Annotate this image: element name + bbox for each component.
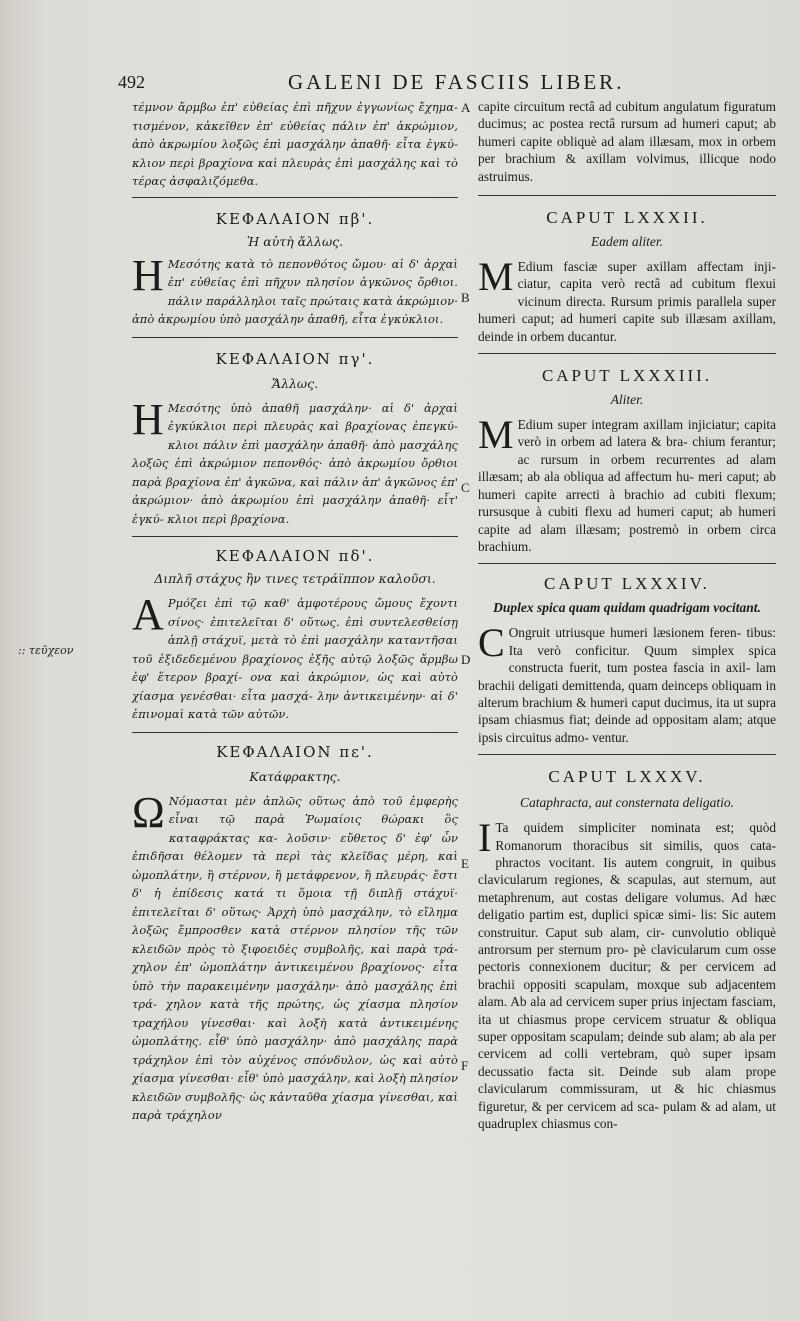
latin-section (478, 366, 776, 555)
section-text: Α Ρμόζει ἐπὶ τῷ καθ' ἀμφοτέρους ὤμους ἔχοντι σίνος· ἐπιτελεῖται δ' οὕτως. ἐπὶ συντελεσθείσῃ ἁπλῇ στάχυϊ, μετὰ τὸ ἐπὶ μασχάλην καταντῆσαι τοῦ ἐξιδεδεμένου βραχίονος ἑξῆς αὐτῷ λοξῶς ἄρμβω ἐφ' ἕτερον βραχί- ονα καὶ ἀκρώμιον, ὡς καὶ αὐτὸ χίασμα γενέσθαι· εἶτα μασχά- λην ἀντικειμένην· αἱ δ' ἐπινομαὶ κατὰ τῶν αὐτῶν. (132, 590, 458, 721)
greek-section (132, 210, 458, 329)
section-rule (478, 754, 776, 755)
section-rule (132, 337, 458, 338)
section-subtitle: Διπλῆ στάχυς ἣν τινες τετράϊππον καλοῦσι. (154, 571, 436, 586)
margin-letter-c: C (461, 480, 470, 495)
section-text: Η Μεσότης κατὰ τὸ πεπονθότος ὤμου· αἱ δ' ἀρχαὶ ἐπ' εὐθείας ἐπὶ πῆχυν πλησίον ἀγκῶνος ὄρθιοι. πάλιν παράλληλοι ταῖς πρώταις κατὰ ἀκρώμιον· ἀπὸ ἀκρωμίου ὑπὸ μασχάλην ἀπαθῆ, εἶτα ἐγκύκλιοι. (132, 250, 458, 326)
section-heading: ΚΕΦΑΛΑΙΟΝ πε'. (216, 742, 374, 761)
section-text: M Edium super integram axillam injiciatur; capita verò in orbem ad latera & bra- chium ferantur; ac rursum in orbem recurrentes ad alam illæsam; ab ala obliqua ad affectum hu- meri caput; ab humeri capite arrecti à brachio ad cubiti flexum; rursusque à cubiti flexu ad humeri caput; ab humeri capite ad alam illæsam; postremò in orbem circa brachium. (478, 412, 776, 554)
section-subtitle: Eadem aliter. (591, 234, 663, 250)
section-rule (478, 563, 776, 564)
section-text: I Ta quidem simpliciter nominata est; quòd Romanorum thoracibus sit similis, quos cata- phractos vocitant. Iis autem congruit, in quibus clavicularum regiones, & scapulas, aut sternum, aut metaphrenum, aut costas deligare volumus. Ad hæc deligatio partim est, duplici spicæ simi- lis: Sic autem construitur. Caput sub alam, cir- cunvolutio obliquè antrorsum per sternum pro- pè clavicularum cum osse pectoris connexionem ducitur; & per cervicem ad brachii oppositi scapulam, moxque sub adjacentem alam. Ab ala ad cervicem super prius injectam fasciam, ita ut chiasmus prope cervicem struatur & obliqua super oppositam scapulam; deinde sub alam; ab ala per cervicem ad colli vertebram, quò super ipsam decussatio facta sit. Deinde sub alam prope clavicularum commissuram, ut & hic chiasmus figuretur, & per cervicem ad sca- pulam & ad alam, ut quadruplex chiasmus con- (478, 815, 776, 1132)
latin-intro-text: capite circuitum rectâ ad cubitum angulatum figuratum ducimus; ac postea rectâ rursum ad humeri caput; ab humeri capite obliquè ad alam illæsam, mox in orbem per brachium & axillam volvimus, illicque nodo astruimus. (478, 99, 776, 184)
section-text: C Ongruit utriusque humeri læsionem feren- tibus: Ita verò conficitur. Quum simplex spica constructa fuerit, tum postea fascia in axil- lam brachii deligati demittenda, quam deinceps obliquam in alterum brachium & humeri caput ducimus, ita ut supra ipsam chiasmus fiat; deinde ad oppositam alam; atque ipsis circuitus admo- ventur. (478, 620, 776, 745)
drop-cap: Α (132, 590, 164, 639)
section-heading: ΚΕΦΑΛΑΙΟΝ πγ'. (215, 349, 375, 368)
section-rule (478, 195, 776, 196)
margin-letter-a: A (461, 100, 471, 115)
section-heading: CAPUT LXXXV. (548, 767, 706, 787)
running-head (118, 70, 778, 96)
section-rule (132, 197, 458, 198)
section-heading: ΚΕΦΑΛΑΙΟΝ πδ'. (215, 547, 375, 565)
page-number: 492 (118, 72, 145, 92)
margin-letter-d: D (461, 652, 471, 667)
latin-column (478, 98, 776, 1132)
section-text: Η Μεσότης ὑπὸ ἀπαθῆ μασχάλην· αἱ δ' ἀρχαὶ ἐγκύκλιοι περὶ πλευρὰς καὶ βραχίονας ἐπεγκύ- κλιοι πάλιν ἐπὶ μασχάλην ἀπαθῆ· ἀπὸ μασχάλης λοξῶς ἐπὶ ἀκρώμιον πεπονθός· ἀπὸ ἀκρωμίου ὄρθιοι παρὰ βραχίονα ἐπ' ἀγκῶνα, καὶ πάλιν ἀπ' ἀγκῶνος ἐπ' ἀκρώμιον· ἀπὸ ἀκρωμίου ἐπὶ μασχάλην ἀπαθῆ· εἶτ' ἐγκύ- κλιοι περὶ βραχίονα. (132, 394, 458, 526)
section-subtitle: Duplex spica quam quidam quadrigam vocitant. (493, 600, 761, 616)
drop-cap: M (478, 412, 514, 458)
section-text: Ω Νόμασται μὲν ἁπλῶς οὕτως ἀπὸ τοῦ ἐμφερὴς εἶναι τῷ παρὰ Ῥωμαίοις θώρακι ὃς καταφράκτας κα- λοῦσιν· εὔθετος δ' ἐφ' ὧν ἐπιδῆσαι θέλομεν τὰ περὶ τὰς κλεῖδας μέρη, καὶ ὠμοπλάτην, ἢ στέρνον, ἢ μετάφρενον, ἢ πλευράς· ἔστι δ' ἡ ἐπίδεσις κατά τι ὅμοια τῇ διπλῇ στάχυϊ· ἐπιτελεῖται δ' οὕτως· Ἀρχὴ ὑπὸ μασχάλην, τὸ εἴλημα λοξῶς ἔμπροσθεν κατὰ στέρνον πλησίον τῆς τῶν κλειδῶν πρὸς τὸ ξιφοειδὲς συμβολῆς, καὶ παρὰ τρά- χηλον ἐπ' ὠμοπλάτην ἀντικειμένου βραχίονος· εἶτα ὑπὸ τὴν παρακειμένην μασχάλην· ἀπὸ μασχάλης ἐπὶ τρά- χηλον κατὰ τῆς πρώτης, ὡς χίασμα πλησίον τραχήλου γίνεσθαι· καὶ λοξὴ κατὰ ἀντικειμένης ὠμοπλάτης. εἶθ' ὑπὸ μασχάλην· ἀπὸ μασχάλης παρὰ τράχηλον ἐπὶ τὸν αὐχένος σπόνδυλον, ὡς καὶ αὐτὸ χίασμα γίνεσθαι· εἶθ' ὑπὸ μασχάλην, καὶ λοξὴ πλησίον κλειδῶν συμβολῆς· ὡς κἀνταῦθα χίασμα γίνεσθαι, καὶ παρὰ τράχηλον (132, 787, 458, 1122)
margin-letter-b: B (461, 290, 470, 305)
section-rule (478, 353, 776, 354)
section-subtitle: Aliter. (610, 392, 644, 408)
section-heading: CAPUT LXXXII. (546, 208, 708, 228)
drop-cap: Η (132, 394, 164, 444)
margin-letter-f: F (461, 1058, 469, 1073)
section-rule (132, 732, 458, 733)
section-heading: CAPUT LXXXIV. (544, 574, 710, 594)
section-heading: CAPUT LXXXIII. (541, 366, 713, 386)
drop-cap: Η (132, 250, 164, 300)
greek-column (132, 98, 458, 1125)
drop-cap: Ω (132, 787, 165, 837)
section-text: M Edium fasciæ super axillam affectam inji- ciatur, capita verò rectâ ad cubitum flexui vicinum directa. Rursum primis parallela super humeri caput; ad humeri capite sub illæsam axillam, deinde in orbem ducantur. (478, 254, 776, 344)
drop-cap: C (478, 620, 505, 666)
margin-note: :: τεῦχεον (18, 644, 74, 657)
latin-section (478, 767, 776, 1132)
greek-section (132, 350, 458, 529)
greek-intro-text: τέμνον ἄρμβω ἐπ' εὐθείας ἐπὶ πῆχυν ἐγγωνίως ἔχημα- τισμένον, κἀκεῖθεν ἐπ' εὐθείας πάλιν ἐπ' ἀκρώμιον, ἀπὸ ἀκρωμίου λοξῶς ἐπὶ μασχάλην ἀπαθῆ· εἶτα ἐγκύ- κλιον περὶ βραχίονα καὶ πλευρὰς ἐπὶ μασχάλης καὶ τὸ τέρας ἀσφαλιζόμεθα. (132, 100, 458, 188)
section-subtitle: Ἡ αὐτὴ ἄλλως. (246, 233, 344, 249)
page-title: GALENI DE FASCIIS LIBER. (288, 70, 625, 94)
greek-section (132, 743, 458, 1125)
latin-section (478, 574, 776, 746)
section-subtitle: Ἄλλως. (271, 375, 319, 391)
greek-section (132, 547, 458, 724)
section-subtitle: Cataphracta, aut consternata deligatio. (519, 795, 735, 811)
section-rule (132, 536, 458, 537)
section-heading: ΚΕΦΑΛΑΙΟΝ πβ'. (215, 209, 375, 228)
drop-cap: I (478, 815, 492, 861)
drop-cap: M (478, 254, 514, 300)
margin-letter-e: E (461, 856, 469, 871)
section-subtitle: Κατάφρακτης. (249, 768, 341, 784)
latin-section (478, 208, 776, 345)
